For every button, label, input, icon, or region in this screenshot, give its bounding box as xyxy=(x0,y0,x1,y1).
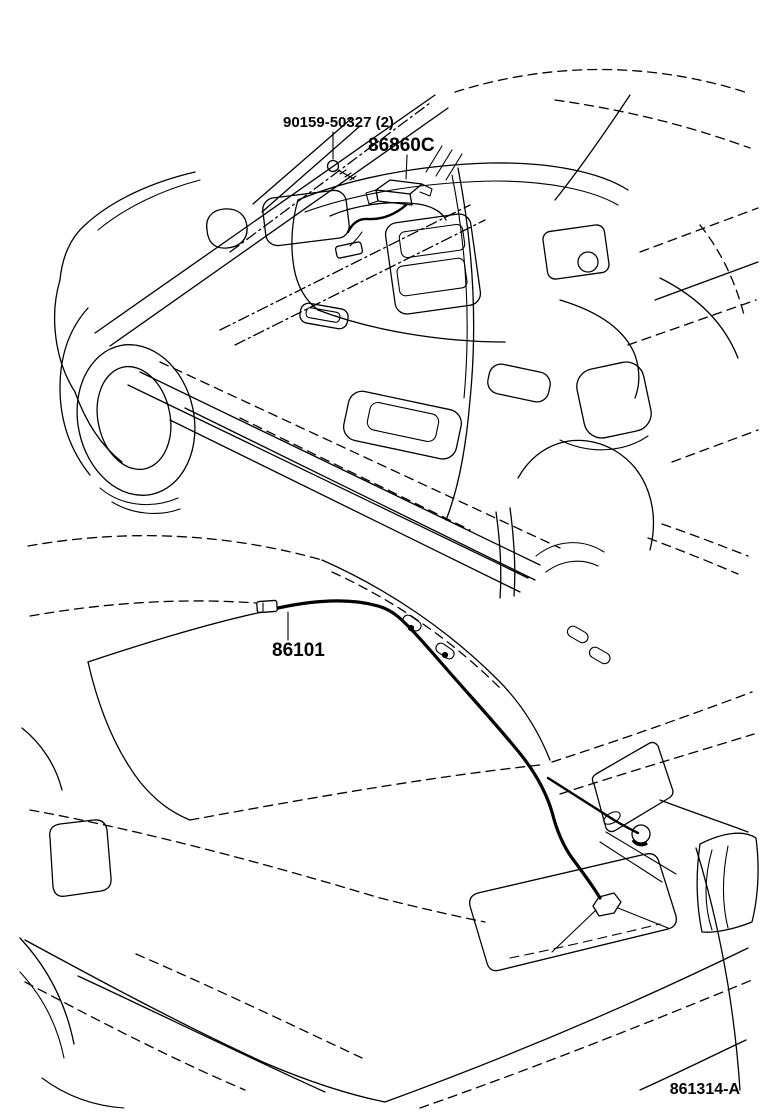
rocker-line1 xyxy=(140,372,540,565)
body-crease-dash xyxy=(30,810,485,922)
rear-deck-dash1 xyxy=(648,538,738,574)
pillar-slot2 xyxy=(587,645,612,666)
rear-wheel-arc2 xyxy=(546,561,598,572)
tire-bottom-arc2 xyxy=(112,502,180,513)
dash-left-end xyxy=(292,200,318,310)
cord-clip2-screw xyxy=(442,652,447,657)
console-lid xyxy=(486,362,553,404)
trunk-edge-line xyxy=(660,800,748,832)
screw-icon xyxy=(328,161,357,181)
pillar-slot1 xyxy=(565,624,590,645)
glovebox-line xyxy=(560,300,639,398)
rear-quarter-view xyxy=(20,536,758,1108)
right-edge-dash1 xyxy=(640,208,758,252)
door-mirror xyxy=(207,209,247,248)
recess-inner-dash xyxy=(510,924,660,958)
rear-tire-arc xyxy=(42,1078,124,1108)
floor-dashdot2 xyxy=(235,220,485,345)
amplifier-cable xyxy=(348,205,406,232)
rear-window-top xyxy=(88,612,262,662)
bumper-right-sweep xyxy=(385,948,748,1102)
fuel-door xyxy=(50,820,111,896)
tail-lamp-line1 xyxy=(706,850,712,930)
part-label-antenna-cord[interactable]: 86101 xyxy=(272,640,325,661)
door-handle-inner xyxy=(305,307,340,323)
rear-deck-dash2 xyxy=(662,524,748,556)
part-label-amplifier[interactable]: 86860C xyxy=(368,135,435,156)
deck-crease2 xyxy=(560,734,754,794)
seat-cushion xyxy=(573,359,654,442)
right-edge-line xyxy=(655,262,758,300)
part-label-screw[interactable]: 90159-50327 (2) xyxy=(283,114,394,131)
fender-front-line xyxy=(60,225,85,280)
rear-door-curve xyxy=(660,278,738,358)
cord-plug xyxy=(257,600,278,612)
rear-arch-front xyxy=(20,938,74,1044)
window-top-dash xyxy=(30,601,256,616)
front-wheel-outer xyxy=(63,334,208,507)
roof-arc xyxy=(28,536,322,560)
right-stack xyxy=(542,224,610,280)
hood-edge-line xyxy=(85,172,195,225)
cable-tail xyxy=(350,232,362,246)
quarter-diagonal xyxy=(78,976,325,1092)
shifter-plate xyxy=(366,401,440,443)
recess-hatch1 xyxy=(552,910,596,952)
arch-lead1 xyxy=(496,512,501,598)
bumper-left-sweep xyxy=(25,940,385,1102)
recess-hatch2 xyxy=(618,908,668,928)
right-edge-dash2 xyxy=(628,300,756,345)
cable-connector xyxy=(335,241,363,258)
rear-window-bottom xyxy=(190,765,540,820)
rear-arch-inner xyxy=(20,972,64,1058)
figure-code: 861314-A xyxy=(669,1081,740,1098)
callouts xyxy=(272,114,740,1098)
rocker-dash xyxy=(160,362,560,548)
center-vent xyxy=(399,224,466,259)
cord-main-path xyxy=(278,601,600,898)
amplifier-bracket xyxy=(366,190,378,204)
sill-line2 xyxy=(185,408,535,580)
bumper-left-line xyxy=(55,280,75,392)
rear-arch-upper xyxy=(22,728,62,790)
sill-line1 xyxy=(170,420,520,592)
radio-opening xyxy=(396,257,468,296)
hood-crease-line xyxy=(98,180,200,230)
roof-line xyxy=(455,70,745,93)
quarter-diagonal-dash xyxy=(136,954,362,1058)
rear-wheel-arc1 xyxy=(536,543,604,556)
leader-amplifier xyxy=(406,155,407,179)
right-edge-dash3 xyxy=(672,430,758,462)
beltline-dash xyxy=(555,100,750,148)
front-wheel-inner xyxy=(88,360,180,477)
rocker-line2 xyxy=(128,385,528,578)
screw-shank xyxy=(338,170,354,179)
cord-clip1-screw xyxy=(408,625,413,630)
tail-lamp-line2 xyxy=(724,846,729,928)
console-base xyxy=(341,389,464,462)
dash-knob xyxy=(578,252,598,272)
rear-wheel-arch-top xyxy=(518,440,653,550)
deck-crease1 xyxy=(552,692,752,762)
rear-window-left xyxy=(88,662,190,820)
vent-glass xyxy=(261,189,350,247)
